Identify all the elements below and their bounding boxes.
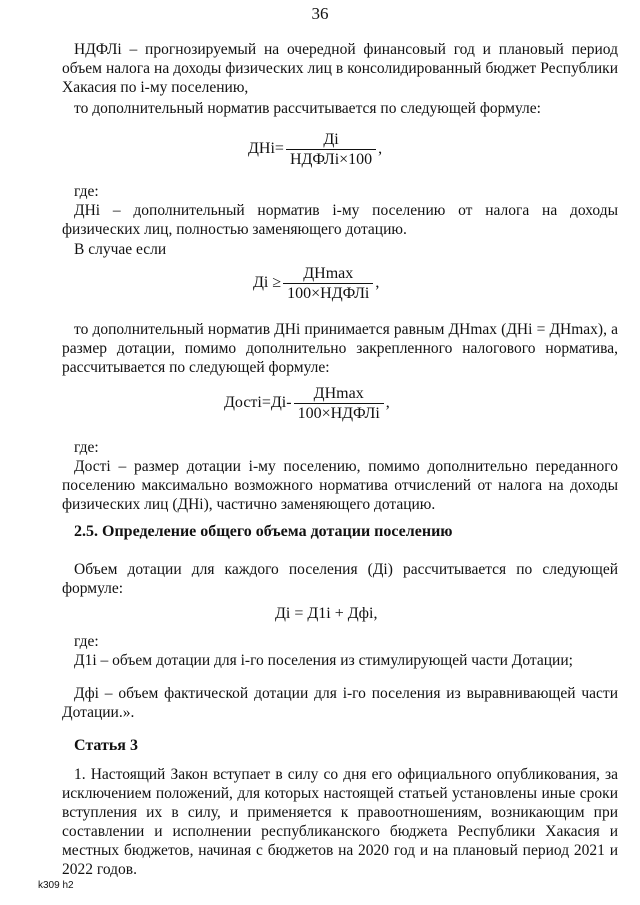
formula-1 (248, 130, 382, 169)
where-label-3: где: (74, 633, 99, 650)
formula-3-denominator: 100×НДФЛi (297, 405, 380, 422)
formula-4: Дi = Д1i + Дфi, (275, 605, 378, 622)
paragraph-volume: Объем дотации для каждого поселения (Дi) рассчитывается по следующей формуле: (62, 561, 618, 597)
formula-3-numerator: ДНmax (294, 384, 384, 404)
formula-3-tail: , (385, 394, 390, 412)
paragraph-dni: ДНi – дополнительный норматив i-му поселению от налога на доходы физических лиц, полностью заменяющего дотацию. (62, 202, 618, 238)
paragraph-dfi: Дфi – объем фактической дотации для i-го поселения из выравнивающей части Дотации.». (62, 685, 618, 721)
formula-1-denominator: НДФЛi×100 (289, 151, 373, 168)
formula-2-denominator: 100×НДФЛi (287, 285, 370, 302)
section-heading-2-5: 2.5. Определение общего объема дотации поселению (74, 523, 453, 540)
formula-2-lhs: Дi ≥ (253, 274, 282, 292)
paragraph-ndfl: НДФЛi – прогнозируемый на очередной финансовый год и плановый период объем налога на доходы физических лиц в консолидированный бюджет Республики Хакасия по i-му поселению, (62, 41, 618, 96)
paragraph-case: В случае если (74, 241, 167, 258)
formula-2-numerator: ДНmax (283, 264, 373, 284)
formula-1-tail: , (378, 140, 383, 158)
where-label-2: где: (74, 439, 99, 456)
article-3-heading: Статья 3 (74, 737, 138, 754)
paragraph-article-3: 1. Настоящий Закон вступает в силу со дня его официального опубликования, за исключением положений, для которых настоящей статьей установлены иные сроки вступления их в силу, и применяется к правоотношениям, возникающим при составлении и исполнении республиканского бюджета Республики Хакасия и местных бюджетов, начиная с бюджетов на 2020 год и на плановый период 2021 и 2022 годов. (62, 766, 618, 878)
formula-2-tail: , (375, 274, 380, 292)
paragraph-d1i: Д1i – объем дотации для i-го поселения из стимулирующей части Дотации; (74, 652, 573, 669)
formula-1-lhs: ДНi= (248, 140, 284, 158)
paragraph-dost: Достi – размер дотации i-му поселению, помимо дополнительно переданного поселению максимально возможного норматива отчислений от налога на доходы физических лиц (ДНi), частично заменяющего дотацию. (62, 458, 618, 513)
formula-3 (224, 384, 390, 423)
formula-1-fraction (286, 130, 376, 169)
footer-code: k309 h2 (38, 880, 74, 891)
where-label-1: где: (74, 183, 99, 200)
formula-3-fraction (294, 384, 384, 423)
page-number: 36 (311, 4, 329, 23)
formula-1-numerator: Дi (286, 130, 376, 150)
formula-3-lhs: Достi=Дi- (224, 394, 292, 412)
paragraph-max: то дополнительный норматив ДНi принимается равным ДНmax (ДНi = ДНmax), а размер дотации, помимо дополнительно закрепленного налогового норматива, рассчитывается по следующей формуле: (62, 321, 618, 376)
formula-2 (253, 264, 379, 303)
formula-2-fraction (283, 264, 373, 303)
paragraph-formula1-intro: то дополнительный норматив рассчитывается по следующей формуле: (74, 100, 541, 117)
